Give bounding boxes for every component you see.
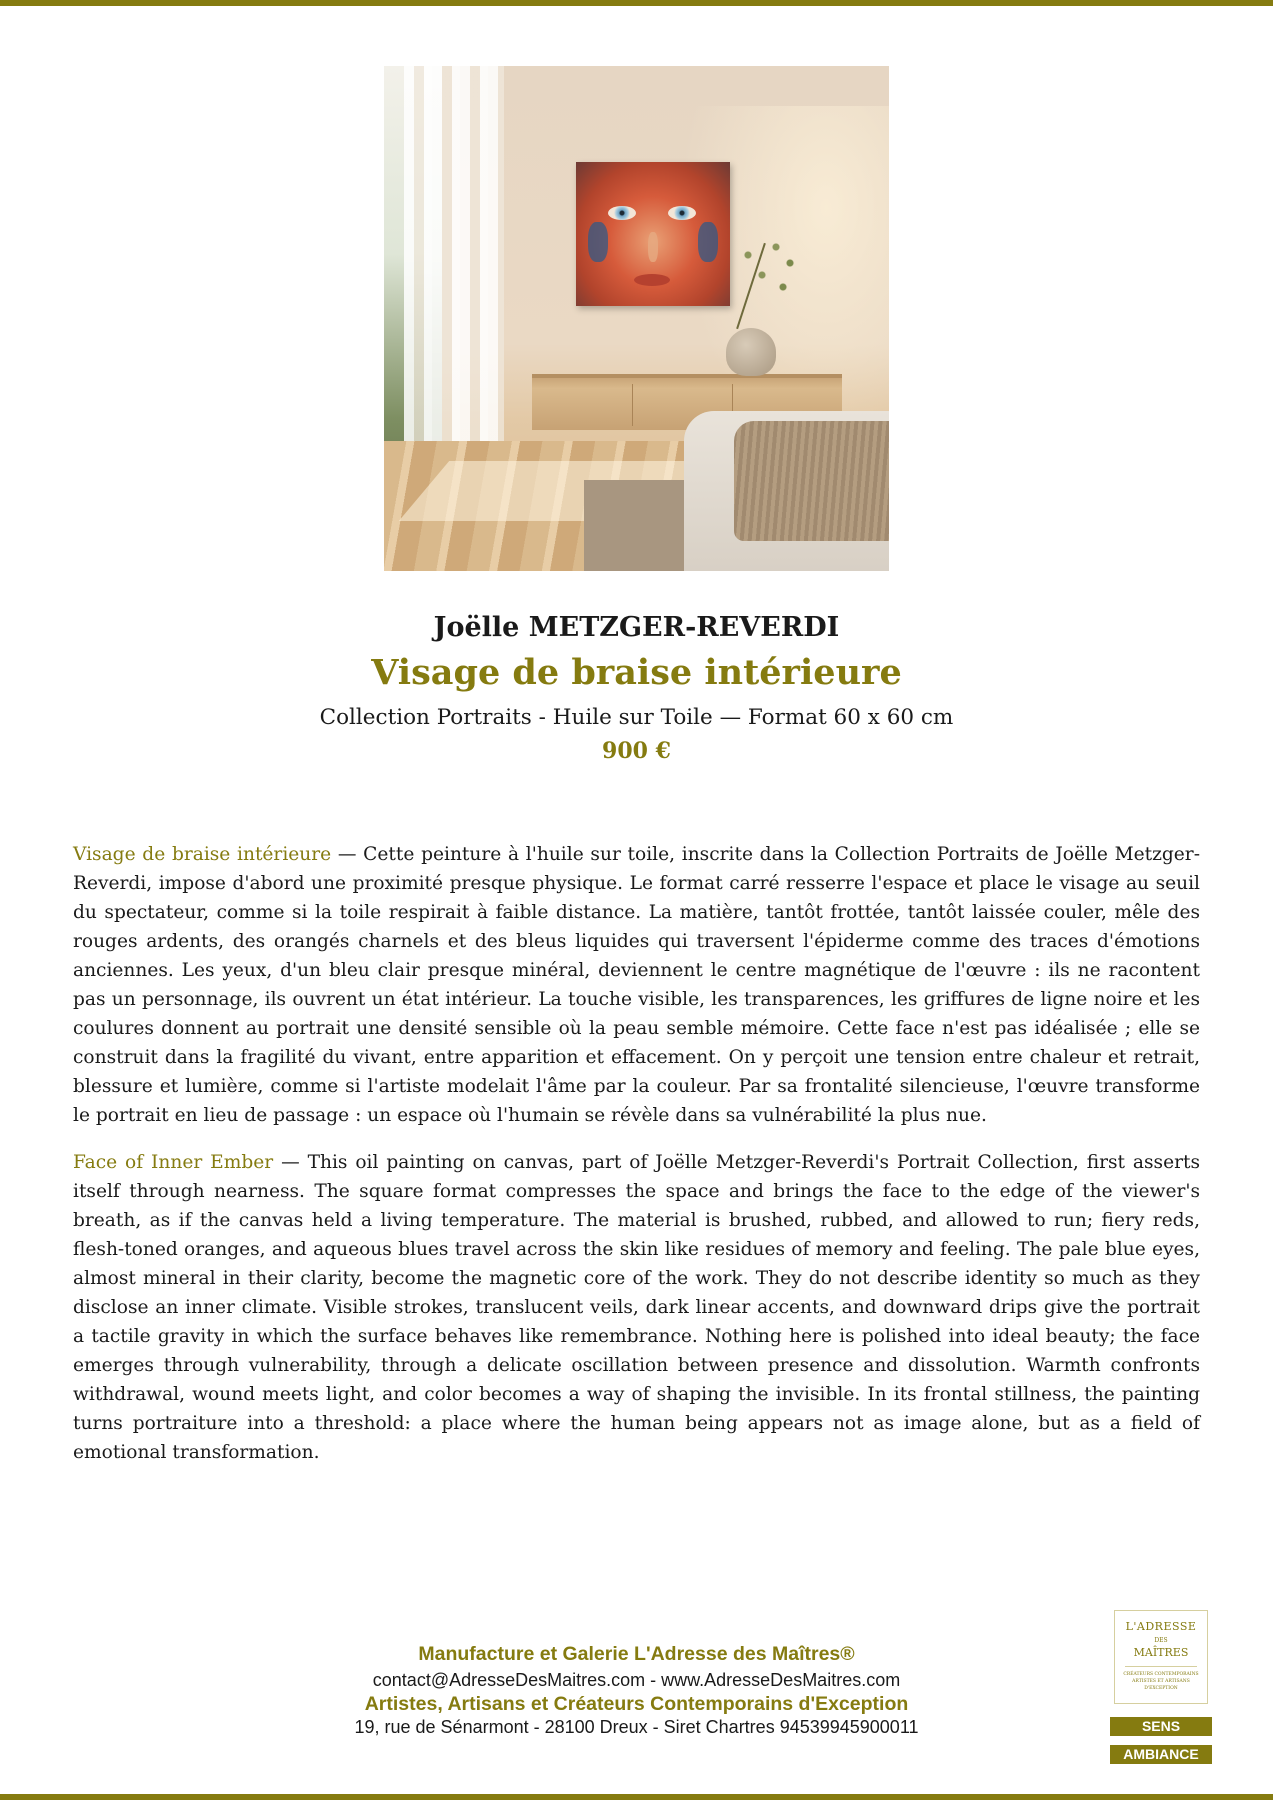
right-eye	[668, 206, 696, 220]
logo-line-3: MAÎTRES	[1133, 1646, 1189, 1659]
blue-stroke-right	[698, 222, 718, 262]
gallery-name: Manufacture et Galerie L'Adresse des Maîtres®	[418, 1643, 855, 1665]
left-eye	[608, 206, 636, 220]
description-en	[73, 1148, 1200, 1467]
logo-line-4: CRÉATEURS CONTEMPORAINS ARTISTES ET ARTISANS D'EXCEPTION	[1123, 1672, 1199, 1691]
tag-sens: SENS	[1110, 1717, 1212, 1736]
artwork-title: Visage de braise intérieure	[371, 652, 902, 693]
top-border	[0, 0, 1273, 6]
leaves	[734, 231, 804, 311]
description-en-text: — This oil painting on canvas, part of Joëlle Metzger-Reverdi's Portrait Collection, first asserts itself through nearness. The square format compresses the space and brings the face to the edge of the viewer's breath, as if the canvas held a living temperature. The material is brushed, rubbed, and allowed to run; fiery reds, flesh-toned oranges, and aqueous blues travel across the skin like residues of memory and feeling. The pale blue eyes, almost mineral in their clarity, become the magnetic core of the work. They do not describe identity so much as they disclose an inner climate. Visible strokes, translucent veils, dark linear accents, and downward drips give the portrait a tactile gravity in which the surface behaves like remembrance. Nothing here is polished into ideal beauty; the face emerges through vulnerability, through a delicate oscillation between presence and dissolution. Warmth confronts withdrawal, wound meets light, and color becomes a way of shaping the invisible. In its frontal stillness, the painting turns portraiture into a threshold: a place where the human being appears not as image alone, but as a field of emotional transformation.	[73, 1152, 1200, 1463]
throw-blanket	[734, 421, 889, 541]
nose	[648, 232, 658, 262]
portrait-painting	[576, 162, 730, 306]
tag-ambiance: AMBIANCE	[1110, 1745, 1212, 1764]
artwork-price: 900 €	[602, 738, 671, 764]
description-en-lead: Face of Inner Ember	[73, 1152, 274, 1173]
artist-name: Joëlle METZGER-REVERDI	[433, 612, 840, 643]
mouth	[634, 274, 670, 286]
vase	[726, 328, 776, 376]
bottom-border	[0, 1794, 1273, 1800]
gallery-contact[interactable]: contact@AdresseDesMaitres.com - www.AdresseDesMaitres.com	[372, 1670, 901, 1690]
logo-line-2: DES	[1154, 1637, 1168, 1644]
description-fr-lead: Visage de braise intérieure	[73, 844, 332, 865]
logo-line-1: L'ADRESSE	[1125, 1620, 1197, 1633]
blue-stroke-left	[588, 222, 608, 262]
gallery-tagline: Artistes, Artisans et Créateurs Contemporains d'Exception	[364, 1693, 909, 1715]
description-fr	[73, 840, 1200, 1130]
gallery-logo	[1114, 1610, 1208, 1704]
gallery-address: 19, rue de Sénarmont - 28100 Dreux - Siret Chartres 94539945900011	[354, 1717, 919, 1737]
artwork-room-image	[384, 66, 889, 571]
logo-divider	[1125, 1666, 1197, 1667]
artwork-details: Collection Portraits - Huile sur Toile — Format 60 x 60 cm	[319, 705, 954, 730]
description-fr-text: — Cette peinture à l'huile sur toile, inscrite dans la Collection Portraits de Joëlle Metzger-Reverdi, impose d'abord une proximité presque physique. Le format carré resserre l'espace et place le visage au seuil du spectateur, comme si la toile respirait à faible distance. La matière, tantôt frottée, tantôt laissée couler, mêle des rouges ardents, des orangés charnels et des bleus liquides qui traversent l'épiderme comme des traces d'émotions anciennes. Les yeux, d'un bleu clair presque minéral, deviennent le centre magnétique de l'œuvre : ils ne racontent pas un personnage, ils ouvrent un état intérieur. La touche visible, les transparences, les griffures de ligne noire et les coulures donnent au portrait une densité sensible où la peau semble mémoire. Cette face n'est pas idéalisée ; elle se construit dans la fragilité du vivant, entre apparition et effacement. On y perçoit une tension entre chaleur et retrait, blessure et lumière, comme si l'artiste modelait l'âme par la couleur. Par sa frontalité silencieuse, l'œuvre transforme le portrait en lieu de passage : un espace où l'humain se révèle dans sa vulnérabilité la plus nue.	[73, 844, 1200, 1126]
